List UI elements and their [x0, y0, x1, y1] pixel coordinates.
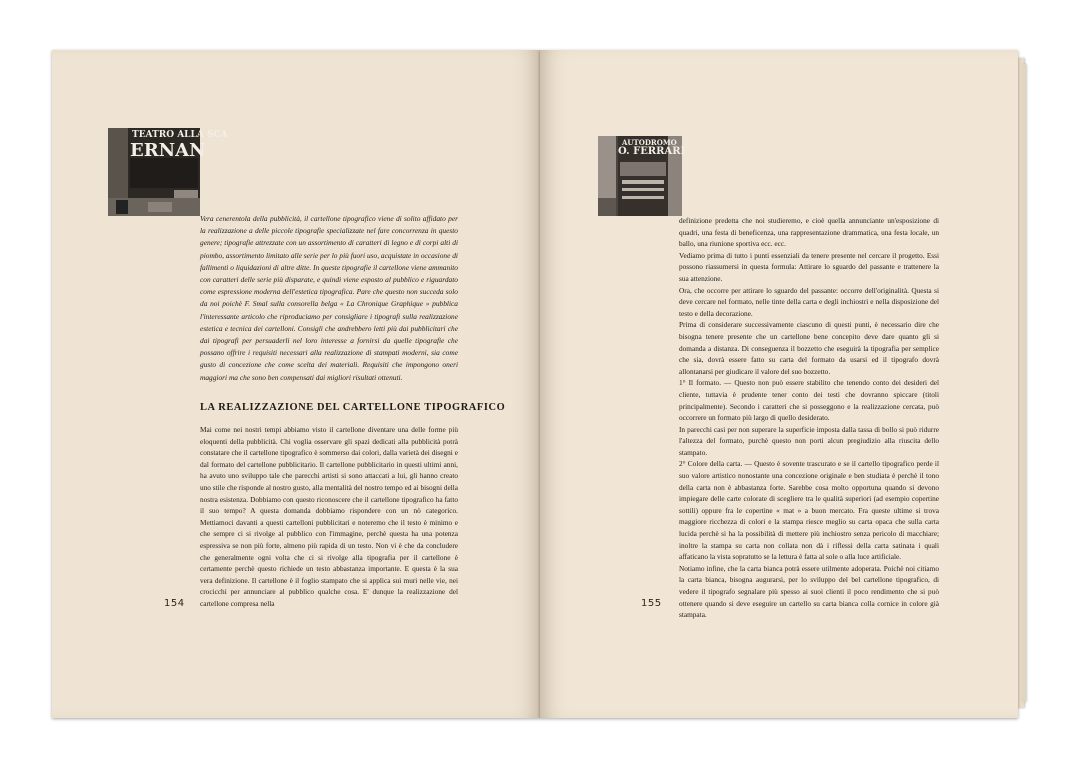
page-edge-back: [1022, 64, 1026, 702]
poster-right-big: O. FERRARI: [618, 146, 686, 157]
poster-photo-right: [598, 136, 686, 216]
paragraph: Notiamo infine, che la carta bianca potrà essere utilmente adoperata. Poichè noi citiamo la carta bianca, bisogna augurarsi, per lo sviluppo del bel cartellone tipografico, di vedere il tipografo segnalare più spesso ai suoi clienti il poco rendimento che si può ottenere quando si deve eseguire un cartello su carta bianca colla cornice in colore già stampata.: [679, 563, 939, 620]
body-text-right: [679, 215, 939, 621]
poster-left-title: TEATRO ALLA SCA: [132, 130, 228, 140]
paragraph: Prima di considerare successivamente ciascuno di questi punti, è necessario dire che bisogna tenere presente che un cartellone bene concepito deve dare quanto gli si domanda a distanza. Di conseguenza il bozzetto che eseguirà la tipografia per semplice che sia, dovrà essere fatto su carta del formato da usarsi ed il tipografo dovrà allontanarsi per giudicare il valore del suo bozzetto.: [679, 320, 939, 376]
article-heading: LA REALIZZAZIONE DEL CARTELLONE TIPOGRAFICO: [200, 402, 506, 413]
left-page: [52, 50, 540, 718]
paragraph: Ora, che occorre per attirare lo sguardo del passante: occorre dell'originalità. Questa si deve cercare nel formato, nelle tinte della carta e degli inchiostri e nella disposizione del testo e della decorazione.: [679, 285, 939, 318]
page-number-right: 155: [641, 598, 662, 609]
paragraph: definizione predetta che noi studieremo, e cioè quella annunciante un'esposizione di quadri, una festa di beneficenza, una rappresentazione drammatica, una festa locale, un ballo, una riunione sportiva ecc. ecc.: [679, 216, 939, 249]
paragraph: 2° Colore della carta. — Questo è sovente trascurato e se il cartello tipografico perde il suo valore artistico nonostante una concezione originale e ben studiata è perchè il tono della carta non è abbastanza forte. Sarebbe cosa molto opportuna quando si devono impiegare delle carte colorate di scegliere tra le qualità superiori (ad esempio copertine sottili) oppure fra le copertine « mat » a buon mercato. Fra queste ultime si trova maggiore ricchezza di colori e la stampa riesce meglio su carta opaca che sulla carta lucida perchè si ha la possibilità di mettere più inchiostro senza pericolo di macchiare; inoltre la stampa su carta non collata non dà i riflessi della carta satinata i quali affaticano la vista sopratutto se la lettura è fatta al sole o alla luce artificiale.: [679, 459, 939, 562]
right-page: [540, 50, 1018, 718]
paragraph: Vediamo prima di tutto i punti essenziali da tenere presente nel cercare il progetto. Essi possono riassumersi in questa formula: Attirare lo sguardo del passante e trattenere la sua attenzione.: [679, 250, 939, 283]
poster-right-title: AUTODROMO: [622, 138, 677, 147]
body-text-left: Mai come nei nostri tempi abbiamo visto il cartellone diventare una delle forme più eloquenti della pubblicità. Chi voglia osservare gli spazi dedicati alla pubblicità potrà constatare che il cartellone tipografico è sommerso dai colori, dalla varietà dei disegni e dal formato del cartellone pubblicitario. Il cartellone pubblicitario in questi ultimi anni, ha avuto uno sviluppo tale che parecchi artisti si sono attaccati a lui, gli hanno creato uno stile che risponde al nostro gusto, alla mentalità del nostro tempo ed ai bisogni della nostra esistenza. Dobbiamo con questo riconoscere che il cartellone tipografico ha fatto il suo tempo? A questa domanda dobbiamo rispondere con un nò categorico. Mettiamoci davanti a questi cartelloni pubblicitari e noteremo che il testo è minimo e che sempre ci si rivolge al pubblico con l'immagine, perchè questa ha una potenza espressiva se non più forte, almeno più rapida di un testo. Non vi è che da concludere che generalmente ogni volta che ci si rivolge alla tipografia per il cartellone è certamente perchè questo richiede un testo abbastanza importante. E questa è la sua vera definizione. Il cartellone è il foglio stampato che si applica sui muri nelle vie, nei crocicchi per annunciare al pubblico qualche cosa. E' dunque la realizzazione del cartellone compresa nella: [200, 425, 458, 608]
paragraph: In parecchi casi per non superare la superficie imposta dalla tassa di bollo si può ridurre l'altezza del formato, purchè questo non porti alcun pregiudizio alla riuscita dello stampato.: [679, 424, 939, 457]
paragraph: 1° Il formato. — Questo non può essere stabilito che tenendo conto dei desideri del cliente, tuttavia è prudente tener conto dei testi che dovranno spiccare (titoli principalmente). Secondo i caratteri che si posseggono e la realizzazione cercata, può occorrere un formato più largo di quello desiderato.: [679, 378, 939, 423]
poster-left-big: ERNAN: [130, 140, 206, 161]
intro-paragraph: Vera cenerentola della pubblicità, il cartellone tipografico viene di solito affidato per la realizzazione a delle piccole tipografie specializzate nel fare concorrenza in questo genere; tipografie attrezzate con un assortimento di caratteri di legno e di corpi alti di piombo, assortimento limitato alle serie per lo più fuori uso, acquistate in occasione di fallimenti o liquidazioni di altre ditte. In queste tipografie il cartellone viene ammanito con caratteri delle serie più disparate, e quindi viene esposto al pubblico e riguardato come espressione moderna dell'estetica tipografica. Pare che questo non succeda solo da noi poichè F. Smal sulla consorella belga « La Chronique Graphique » pubblica l'interessante articolo che riproduciamo per consigliare i tipografi sulla realizzazione estetica e tecnica dei cartelloni. Consigli che andrebbero letti più dai pubblicitari che dai tipografi per persuaderli nel loro interesse a fornirsi da quelle tipografie che possano offrire i requisiti necessari alla realizzazione di stampati moderni, sia come gusto di concezione che come scelta dei materiali. Requisiti che impongono oneri maggiori ma che sono ben compensati dai migliori risultati ottenuti.: [200, 214, 458, 382]
page-number-left: 154: [164, 598, 185, 609]
poster-photo-left: [108, 128, 228, 216]
